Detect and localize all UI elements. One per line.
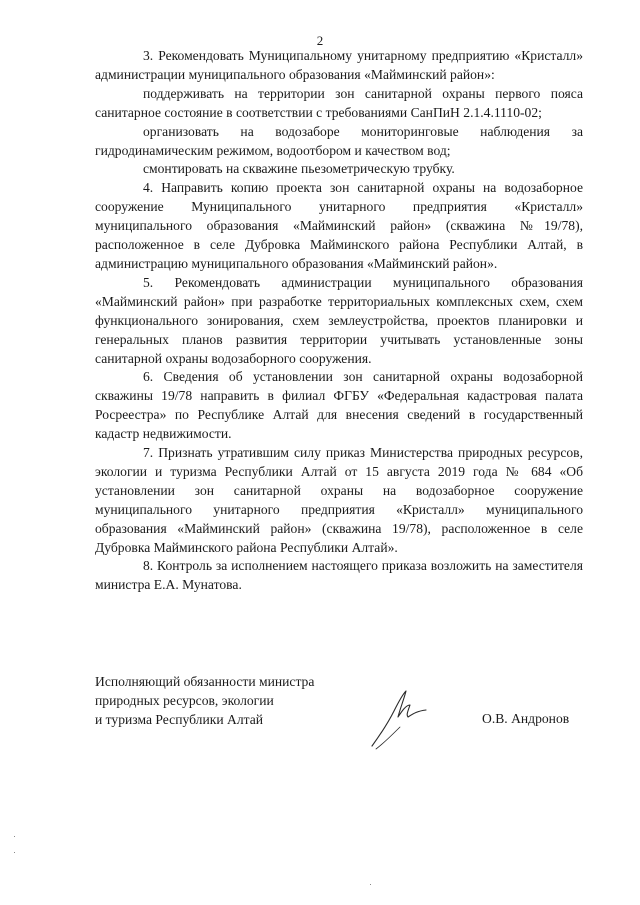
position-line: природных ресурсов, экологии bbox=[95, 692, 274, 708]
handwritten-signature bbox=[362, 683, 432, 753]
paragraph-3: 3. Рекомендовать Муниципальному унитарному предприятию «Кристалл» администрации муниципального образования «Майминский район»: bbox=[95, 48, 583, 82]
scan-speck bbox=[370, 884, 371, 885]
signatory-name: О.В. Андронов bbox=[482, 711, 570, 726]
position-line: Исполняющий обязанности министра bbox=[95, 674, 315, 689]
signatory-position bbox=[95, 673, 395, 730]
paragraph-4: 4. Направить копию проекта зон санитарной охраны на водозаборное сооружение Муниципального унитарного предприятия «Кристалл» муниципального образования «Майминский район» (скважина №19/78), расположенное в селе Дубровка Майминского района Республики Алтай, в администрацию муниципального образования «Майминский район». bbox=[95, 180, 583, 271]
paragraph-3-item-3: смонтировать на скважине пьезометрическую трубку. bbox=[143, 161, 455, 177]
page-number: 2 bbox=[316, 33, 324, 48]
scan-speck bbox=[14, 836, 15, 837]
paragraph-7: 7. Признать утратившим силу приказ Министерства природных ресурсов, экологии и туризма Республики Алтай от 15 августа 2019 года № 684 «Об установлении зон санитарной охраны на водозаборное сооружение муниципального унитарного предприятия «Кристалл» муниципального образования «Майминский район» (скважина 19/78), расположенное в селе Дубровка Майминского района Республики Алтай». bbox=[95, 445, 583, 555]
position-line: и туризма Республики Алтай bbox=[95, 711, 264, 727]
document-body bbox=[95, 47, 583, 595]
paragraph-3-item-2: организовать на водозаборе мониторинговые наблюдения за гидродинамическим режимом, водоотбором и качеством вод; bbox=[95, 123, 583, 158]
paragraph-6: 6. Сведения об установлении зон санитарной охраны водозаборной скважины 19/78 направить в филиал ФГБУ «Федеральная кадастровая палата Росреестра» по Республике Алтай для внесения сведений в государственный кадастр недвижимости. bbox=[95, 369, 583, 442]
paragraph-5: 5. Рекомендовать администрации муниципального образования «Майминский район» при разработке территориальных комплексных схем, схем функционального зонирования, схем землеустройства, проектов планировки и генеральных планов развития территории учитывать установленные зоны санитарной охраны водозаборного сооружения. bbox=[95, 274, 583, 366]
paragraph-8: 8. Контроль за исполнением настоящего приказа возложить на заместителя министра Е.А. Мунатова. bbox=[95, 558, 583, 593]
scan-speck bbox=[14, 852, 15, 853]
paragraph-3-item-1: поддерживать на территории зон санитарной охраны первого пояса санитарное состояние в соответствии с требованиями СанПиН 2.1.4.1110-02; bbox=[95, 85, 583, 120]
